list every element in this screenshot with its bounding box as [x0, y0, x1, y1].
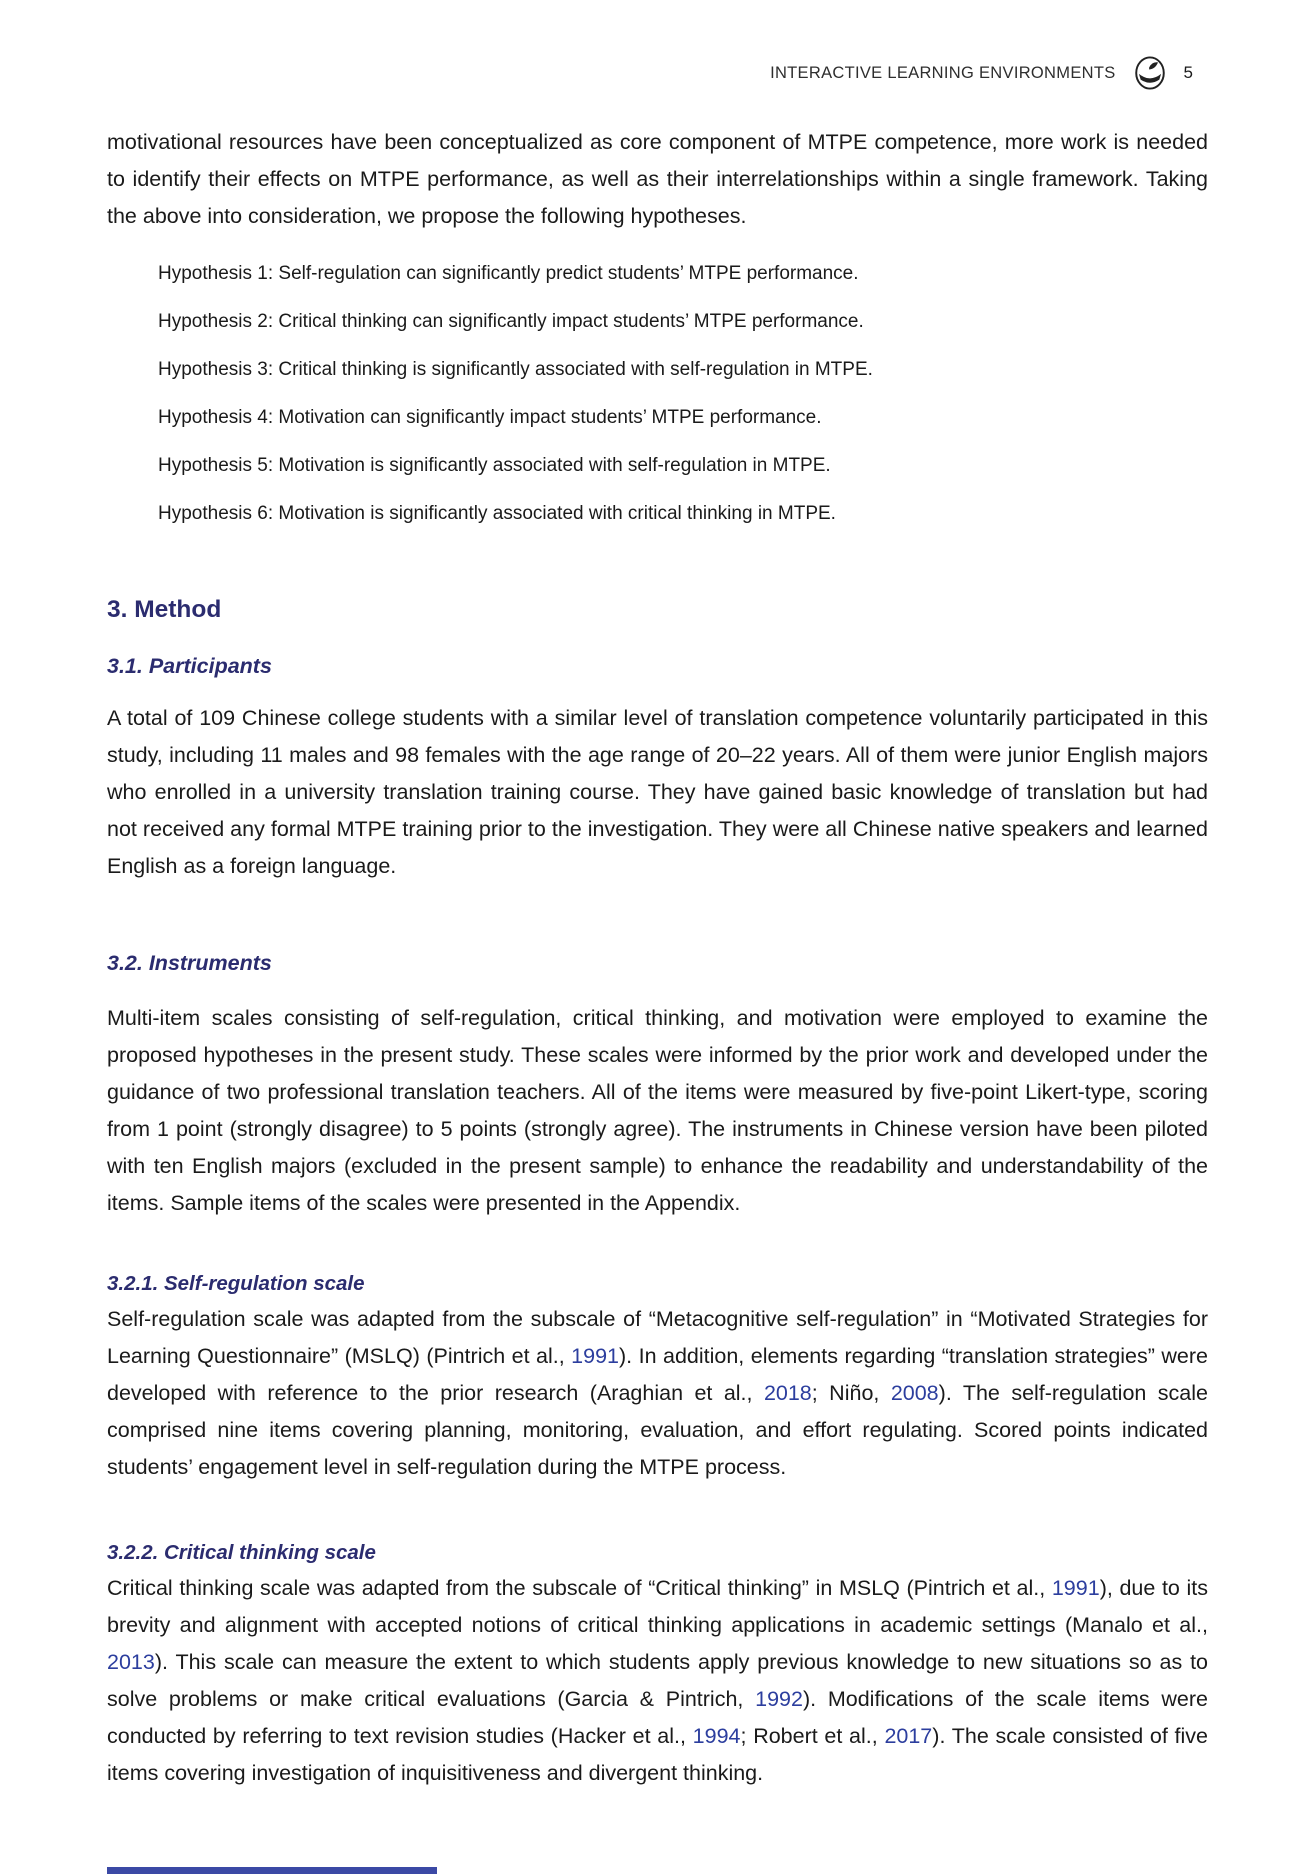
text-segment: ), due to its brevity and alignment with accepted notions of critical thinking applications in academic settings (Manalo et al.,	[107, 1576, 1208, 1637]
text-segment: ). The scale consisted of five items covering investigation of inquisitiveness and divergent thinking.	[107, 1724, 1208, 1785]
subsection-heading-instruments: 3.2. Instruments	[107, 951, 272, 975]
citation-link[interactable]: 1991	[571, 1344, 620, 1368]
participants-paragraph: A total of 109 Chinese college students with a similar level of translation competence voluntarily participated in this study, including 11 males and 98 females with the age range of 20–22 years. All of them were junior English majors who enrolled in a university translation training course. They have gained basic knowledge of translation but had not received any formal MTPE training prior to the investigation. They were all Chinese native speakers and learned English as a foreign language.	[107, 706, 1208, 878]
citation-link[interactable]: 2017	[884, 1724, 933, 1748]
citation-link[interactable]: 1994	[692, 1724, 741, 1748]
page-content	[107, 124, 1208, 1792]
self-regulation-scale-paragraph	[107, 1301, 1208, 1486]
citation-link[interactable]: 1992	[755, 1687, 803, 1711]
subsubsection-heading-critical-thinking-scale: 3.2.2. Critical thinking scale	[107, 1541, 376, 1564]
section-heading-method: 3. Method	[107, 596, 222, 623]
intro-paragraph: motivational resources have been conceptualized as core component of MTPE competence, more work is needed to identify their effects on MTPE performance, as well as their interrelationships within a single framework. Taking the above into consideration, we propose the following hypotheses.	[107, 130, 1208, 228]
taylor-francis-logo-icon	[1134, 55, 1166, 91]
subsubsection-heading-self-regulation-scale: 3.2.1. Self-regulation scale	[107, 1272, 365, 1295]
text-segment: ). Modifications of the scale items were conducted by referring to text revision studies (Hacker et al.,	[107, 1687, 1208, 1748]
critical-thinking-scale-paragraph	[107, 1570, 1208, 1792]
hypotheses-block	[158, 261, 1208, 526]
hypothesis-3: Hypothesis 3: Critical thinking is significantly associated with self-regulation in MTPE.	[158, 359, 873, 380]
citation-link[interactable]: 2013	[107, 1650, 155, 1674]
text-segment: ). This scale can measure the extent to which students apply previous knowledge to new situations so as to solve problems or make critical evaluations (Garcia & Pintrich,	[107, 1650, 1208, 1711]
text-segment: ). The self-regulation scale comprised nine items covering planning, monitoring, evaluation, and effort regulating. Scored points indicated students’ engagement level in self-regulation during the MTPE process.	[107, 1381, 1208, 1479]
citation-link[interactable]: 2018	[763, 1381, 812, 1405]
hypothesis-5: Hypothesis 5: Motivation is significantly associated with self-regulation in MTPE.	[158, 455, 831, 476]
instruments-paragraph: Multi-item scales consisting of self-regulation, critical thinking, and motivation were employed to examine the proposed hypotheses in the present study. These scales were informed by the prior work and developed under the guidance of two professional translation teachers. All of the items were measured by five-point Likert-type, scoring from 1 point (strongly disagree) to 5 points (strongly agree). The instruments in Chinese version have been piloted with ten English majors (excluded in the present sample) to enhance the readability and understandability of the items. Sample items of the scales were presented in the Appendix.	[107, 1006, 1208, 1215]
subsection-heading-participants: 3.1. Participants	[107, 654, 272, 678]
citation-link[interactable]: 2008	[890, 1381, 939, 1405]
hypothesis-6: Hypothesis 6: Motivation is significantly associated with critical thinking in MTPE.	[158, 503, 836, 524]
citation-link[interactable]: 1991	[1051, 1576, 1100, 1600]
text-segment: ; Robert et al.,	[740, 1724, 885, 1748]
text-segment: ; Niño,	[811, 1381, 891, 1405]
page-number: 5	[1183, 63, 1193, 82]
text-segment: Self-regulation scale was adapted from the subscale of “Metacognitive self-regulation” in “Motivated Strategies for Learning Questionnaire” (MSLQ) (Pintrich et al.,	[107, 1307, 1208, 1368]
hypothesis-4: Hypothesis 4: Motivation can significantly impact students’ MTPE performance.	[158, 407, 822, 428]
running-head	[0, 0, 1315, 91]
text-segment: ). In addition, elements regarding “translation strategies” were developed with reference to the prior research (Araghian et al.,	[107, 1344, 1208, 1405]
journal-name: INTERACTIVE LEARNING ENVIRONMENTS	[770, 63, 1116, 82]
text-segment: Critical thinking scale was adapted from the subscale of “Critical thinking” in MSLQ (Pintrich et al.,	[107, 1576, 1052, 1600]
page-bottom-accent-bar	[107, 1867, 437, 1874]
hypothesis-2: Hypothesis 2: Critical thinking can significantly impact students’ MTPE performance.	[158, 311, 864, 332]
hypothesis-1: Hypothesis 1: Self-regulation can significantly predict students’ MTPE performance.	[158, 263, 859, 284]
